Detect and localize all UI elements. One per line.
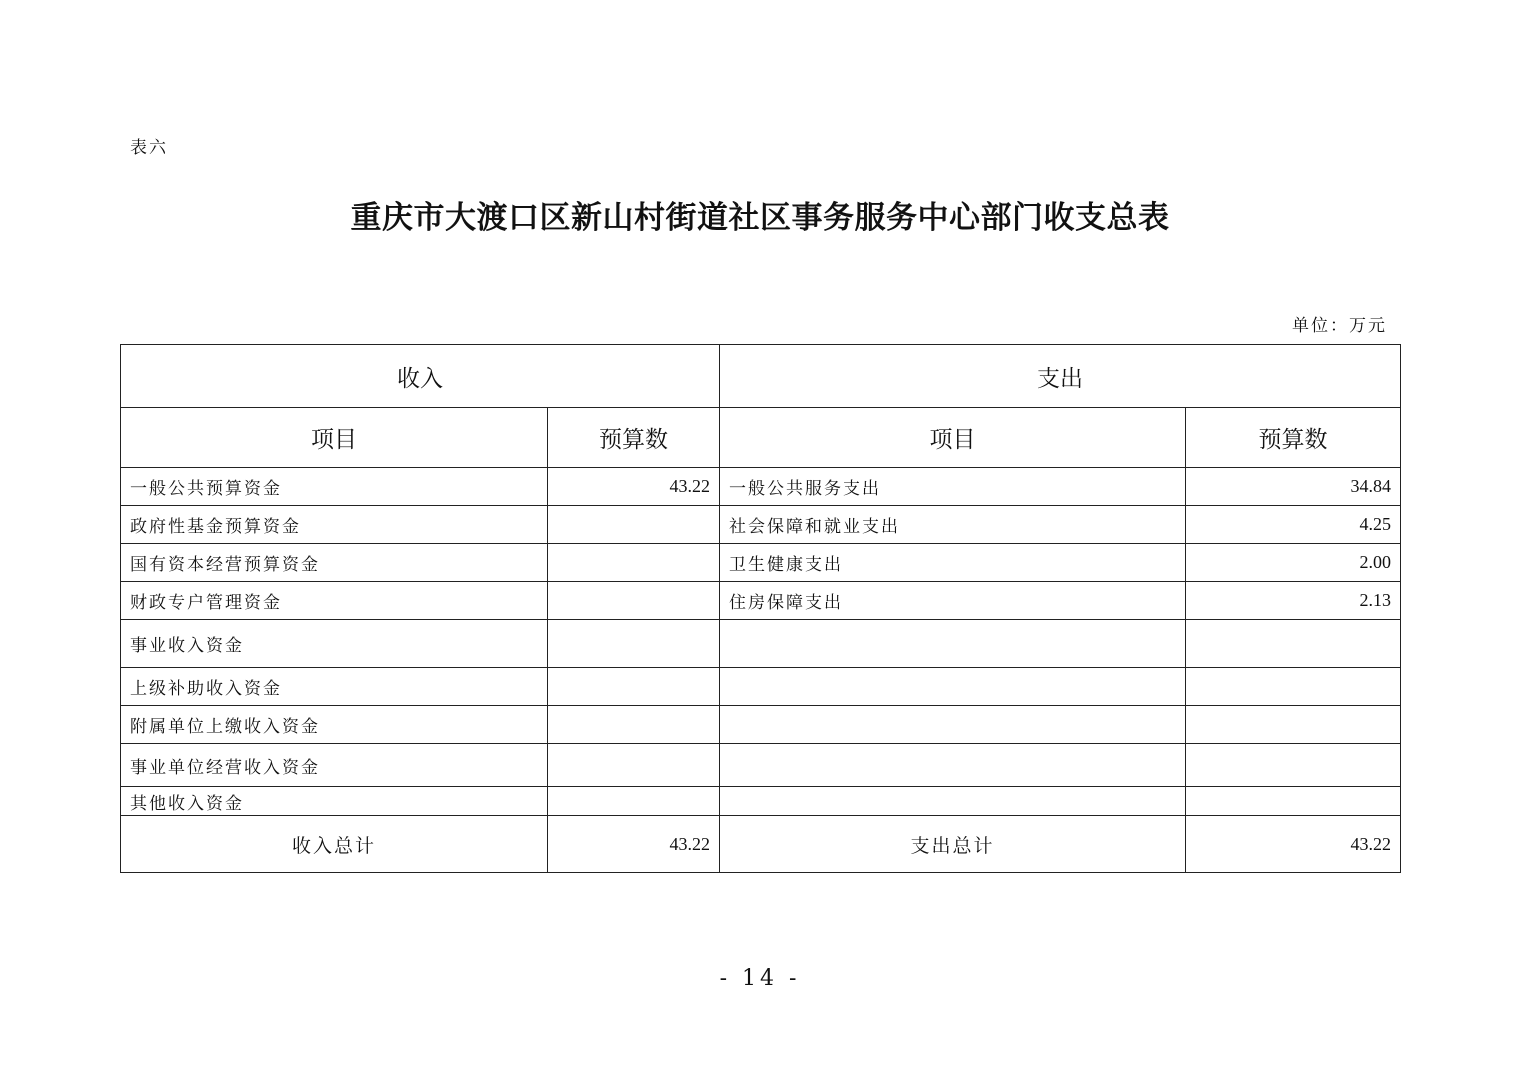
income-value-cell: 43.22 — [548, 468, 720, 506]
expense-item-cell — [720, 620, 1186, 668]
expense-total-label: 支出总计 — [720, 816, 1186, 873]
table-label: 表六 — [130, 138, 168, 158]
income-item-cell: 其他收入资金 — [121, 787, 548, 816]
table-row — [121, 506, 1401, 544]
income-item-cell: 财政专户管理资金 — [121, 582, 548, 620]
table-row — [121, 620, 1401, 668]
expense-value-cell — [1186, 744, 1401, 787]
table-row — [121, 668, 1401, 706]
income-item-cell: 事业收入资金 — [121, 620, 548, 668]
expense-item-cell: 社会保障和就业支出 — [720, 506, 1186, 544]
expense-item-cell — [720, 744, 1186, 787]
page-number: - 14 - — [719, 966, 801, 991]
expense-total-value: 43.22 — [1186, 816, 1401, 873]
income-budget-header: 预算数 — [548, 408, 720, 468]
table-row — [121, 582, 1401, 620]
expense-item-cell — [720, 787, 1186, 816]
table-row — [121, 787, 1401, 816]
expense-value-cell — [1186, 706, 1401, 744]
income-total-value: 43.22 — [548, 816, 720, 873]
expense-item-cell: 住房保障支出 — [720, 582, 1186, 620]
expense-budget-header: 预算数 — [1186, 408, 1401, 468]
expense-item-cell — [720, 706, 1186, 744]
income-value-cell — [548, 668, 720, 706]
unit-label: 单位：万元 — [1292, 316, 1387, 336]
budget-summary-table — [120, 344, 1401, 873]
expense-value-cell — [1186, 668, 1401, 706]
expense-item-cell — [720, 668, 1186, 706]
expense-value-cell — [1186, 620, 1401, 668]
income-value-cell — [548, 744, 720, 787]
income-value-cell — [548, 706, 720, 744]
table-row — [121, 706, 1401, 744]
totals-row — [121, 816, 1401, 873]
income-value-cell — [548, 787, 720, 816]
income-item-cell: 上级补助收入资金 — [121, 668, 548, 706]
income-value-cell — [548, 582, 720, 620]
income-item-cell: 事业单位经营收入资金 — [121, 744, 548, 787]
income-total-label: 收入总计 — [121, 816, 548, 873]
expense-value-cell: 34.84 — [1186, 468, 1401, 506]
document-title: 重庆市大渡口区新山村街道社区事务服务中心部门收支总表 — [350, 200, 1170, 236]
income-item-cell: 国有资本经营预算资金 — [121, 544, 548, 582]
expense-value-cell: 4.25 — [1186, 506, 1401, 544]
table-row — [121, 744, 1401, 787]
income-item-cell: 一般公共预算资金 — [121, 468, 548, 506]
income-item-cell: 附属单位上缴收入资金 — [121, 706, 548, 744]
expense-item-header: 项目 — [720, 408, 1186, 468]
income-item-cell: 政府性基金预算资金 — [121, 506, 548, 544]
expense-value-cell: 2.00 — [1186, 544, 1401, 582]
column-header-row — [121, 408, 1401, 468]
table-row — [121, 544, 1401, 582]
table-row — [121, 468, 1401, 506]
income-value-cell — [548, 620, 720, 668]
table-header-row — [121, 345, 1401, 408]
expense-item-cell: 一般公共服务支出 — [720, 468, 1186, 506]
income-item-header: 项目 — [121, 408, 548, 468]
income-value-cell — [548, 506, 720, 544]
expense-item-cell: 卫生健康支出 — [720, 544, 1186, 582]
expense-header: 支出 — [720, 345, 1401, 408]
expense-value-cell — [1186, 787, 1401, 816]
income-header: 收入 — [121, 345, 720, 408]
income-value-cell — [548, 544, 720, 582]
expense-value-cell: 2.13 — [1186, 582, 1401, 620]
